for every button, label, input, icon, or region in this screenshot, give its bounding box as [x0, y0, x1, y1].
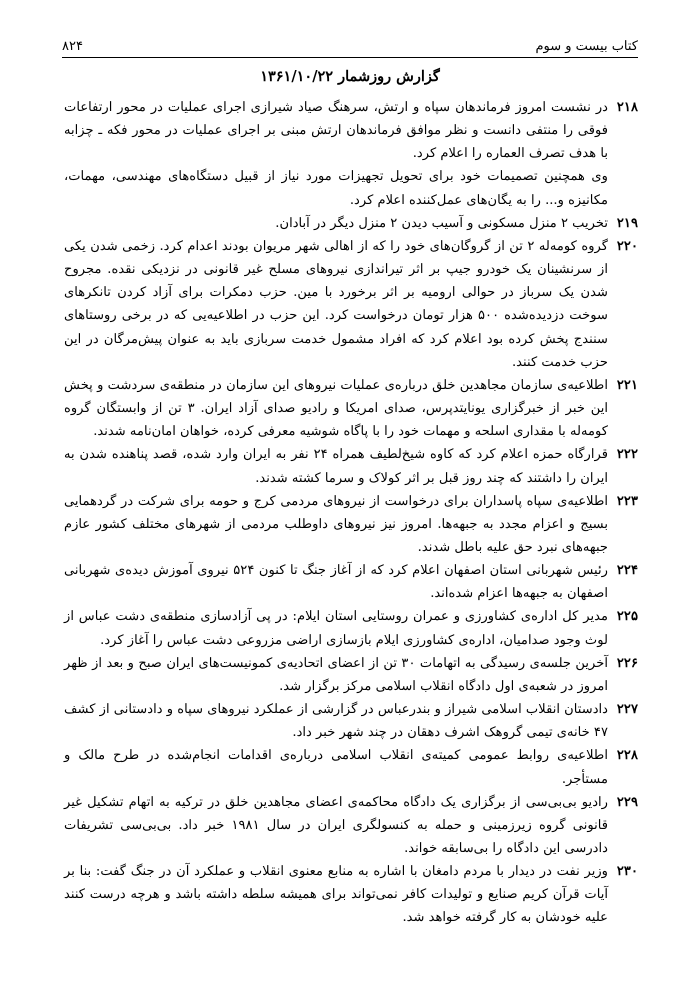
entry-text: گروه کومه‌له ۲ تن از گروگان‌های خود را که از اهالی شهر مریوان بودند اعدام کرد. زخمی شدن یکی از سرنشینان یک خودرو جیپ بر اثر تیراندازی نیروهای مسلح غیر قانونی در نزدیکی نقده. مجروح شدن یک سرباز در حوالی ارومیه بر اثر برخورد با مین. حزب دمکرات برای آزاد کردن تانکرهای سوخت دزدیده‌شده ۵۰۰ هزار تومان درخواست کرد. این حزب در اطلاعیه‌یی که در برخی روستاهای سنندج پخش کرده بود اعلام کرد که افراد مشمول خدمت سربازی باید به عنوان پیش‌مرگان در این حزب خدمت کنند.	[64, 238, 608, 370]
entry-221	[64, 374, 638, 443]
entry-number: ۲۲۴	[616, 563, 638, 579]
entry-text: تخریب ۲ منزل مسکونی و آسیب دیدن ۲ منزل دیگر در آبادان.	[275, 215, 608, 231]
entry-218	[64, 96, 638, 165]
entry-230	[64, 860, 638, 929]
entry-number: ۲۱۹	[616, 215, 638, 231]
entry-number: ۲۲۱	[616, 377, 638, 393]
entry-number: ۲۲۶	[616, 655, 638, 671]
entry-number: ۲۲۷	[616, 702, 638, 718]
entry-number	[608, 165, 638, 211]
entry-number: ۲۳۰	[616, 864, 638, 880]
entry-223	[64, 490, 638, 559]
entry-number: ۲۲۲	[616, 447, 638, 463]
entry-225	[64, 605, 638, 651]
entry-number: ۲۲۹	[616, 794, 638, 810]
entry-number: ۲۲۳	[616, 493, 638, 509]
entry-text: اطلاعیه‌ی سپاه پاسداران برای درخواست از نیروهای مردمی کرج و حومه برای شرکت در گردهمایی بسیج و اعزام مجدد به جبهه‌ها. امروز نیز نیروهای داوطلب مردمی از شهرهای مختلف کشور عازم جبهه‌های نبرد حق علیه باطل شدند.	[64, 493, 608, 555]
entry-220	[64, 235, 638, 374]
entry-219	[64, 212, 638, 235]
chapter-title: کتاب بیست و سوم	[535, 39, 638, 54]
entry-222	[64, 443, 638, 489]
page-number: ۸۲۴	[62, 39, 83, 54]
entry-number: ۲۲۸	[616, 748, 638, 764]
entry-224	[64, 559, 638, 605]
entry-number: ۲۲۵	[616, 609, 638, 625]
report-title: گزارش روزشمار ۱۳۶۱/۱۰/۲۲	[260, 68, 440, 85]
entry-text: وزیر نفت در دیدار با مردم دامغان با اشاره به منابع معنوی انقلاب و عملکرد آن در جنگ گفت: بنا بر آیات قرآن کریم صنایع و تولیدات کافر نمی‌تواند برای همیشه سلطه داشته باشد و هرچه درست کنند علیه خودشان به کار گرفته خواهد شد.	[64, 864, 608, 926]
entry-text: اطلاعیه‌ی روابط عمومی کمیته‌ی انقلاب اسلامی درباره‌ی اقدامات انجام‌شده در طرح مالک و مستأجر.	[64, 748, 608, 787]
entry-228	[64, 744, 638, 790]
running-header	[62, 28, 638, 58]
entry-text: رئیس شهربانی استان اصفهان اعلام کرد که از آغاز جنگ تا کنون ۵۲۴ نیروی آموزش دیده‌ی شهربانی اصفهان به جبهه‌ها اعزام شده‌اند.	[64, 563, 608, 602]
entry-text: آخرین جلسه‌ی رسیدگی به اتهامات ۳۰ تن از اعضای اتحادیه‌ی کمونیست‌های ایران صبح و بعد از ظهر امروز در شعبه‌ی اول دادگاه انقلاب اسلامی مرکز برگزار شد.	[64, 655, 608, 694]
entries-list	[64, 96, 638, 930]
entry-226	[64, 652, 638, 698]
entry-text: اطلاعیه‌ی سازمان مجاهدین خلق درباره‌ی عملیات نیروهای این سازمان در منطقه‌ی سردشت و پخش این خبر از خبرگزاری یونایتدپرس، صدای امریکا و رادیو صدای آزاد ایران. ۳ تن از وابستگان گروه کومه‌له با مقداری اسلحه و مهمات خود را با پاگاه شوشیه معرفی کرده، خواهان امان‌نامه شدند.	[64, 377, 608, 440]
entry-218-continued	[64, 165, 638, 211]
entry-number: ۲۲۰	[616, 238, 638, 254]
entry-number: ۲۱۸	[616, 100, 638, 115]
entry-text: وی همچنین تصمیمات خود برای تحویل تجهیزات مورد نیاز از قبیل دستگاه‌های مهندسی، مهمات، مکانیزه و... را به یگان‌های عمل‌کننده اعلام کرد.	[64, 169, 608, 208]
entry-text: مدیر کل اداره‌ی کشاورزی و عمران روستایی استان ایلام: در پی آزادسازی منطقه‌ی دشت عباس از لوث وجود صدامیان، اداره‌ی کشاورزی ایلام بازسازی اراضی مزروعی دشت عباس را آغاز کرد.	[64, 609, 608, 648]
entry-text: دادستان انقلاب اسلامی شیراز و بندرعباس در گزارشی از عملکرد نیروهای سپاه و دادستانی از کشف ۴۷ خانه‌ی تیمی گروهک اشرف دهقان در چند شهر خبر داد.	[64, 702, 608, 741]
entry-229	[64, 791, 638, 860]
entry-text: رادیو بی‌بی‌سی از برگزاری یک دادگاه محاکمه‌ی اعضای مجاهدین خلق در ترکیه به اتهام تشکیل غیر قانونی گروه زیرزمینی و حمله به کنسولگری ایران در سال ۱۹۸۱ خبر داد. بی‌بی‌سی تشریفات دادرسی این دادگاه را بی‌سابقه خواند.	[64, 794, 609, 856]
entry-text: قرارگاه حمزه اعلام کرد که کاوه شیخ‌لطیف همراه ۲۴ نفر به ایران وارد شده، قصد پناهنده شدن به ایران را داشتند که چند روز قبل بر اثر کولاک و سرما کشته شدند.	[64, 447, 608, 486]
entry-text: در نشست امروز فرماندهان سپاه و ارتش، سرهنگ صیاد شیرازی اجرای عملیات در محور ارتفاعات فوقی را منتفی دانست و نظر موافق فرماندهان ارتش مبنی بر اجرای عملیات در محور فکه ـ چزابه با هدف تصرف العماره را اعلام کرد.	[64, 100, 608, 162]
entry-227	[64, 698, 638, 744]
